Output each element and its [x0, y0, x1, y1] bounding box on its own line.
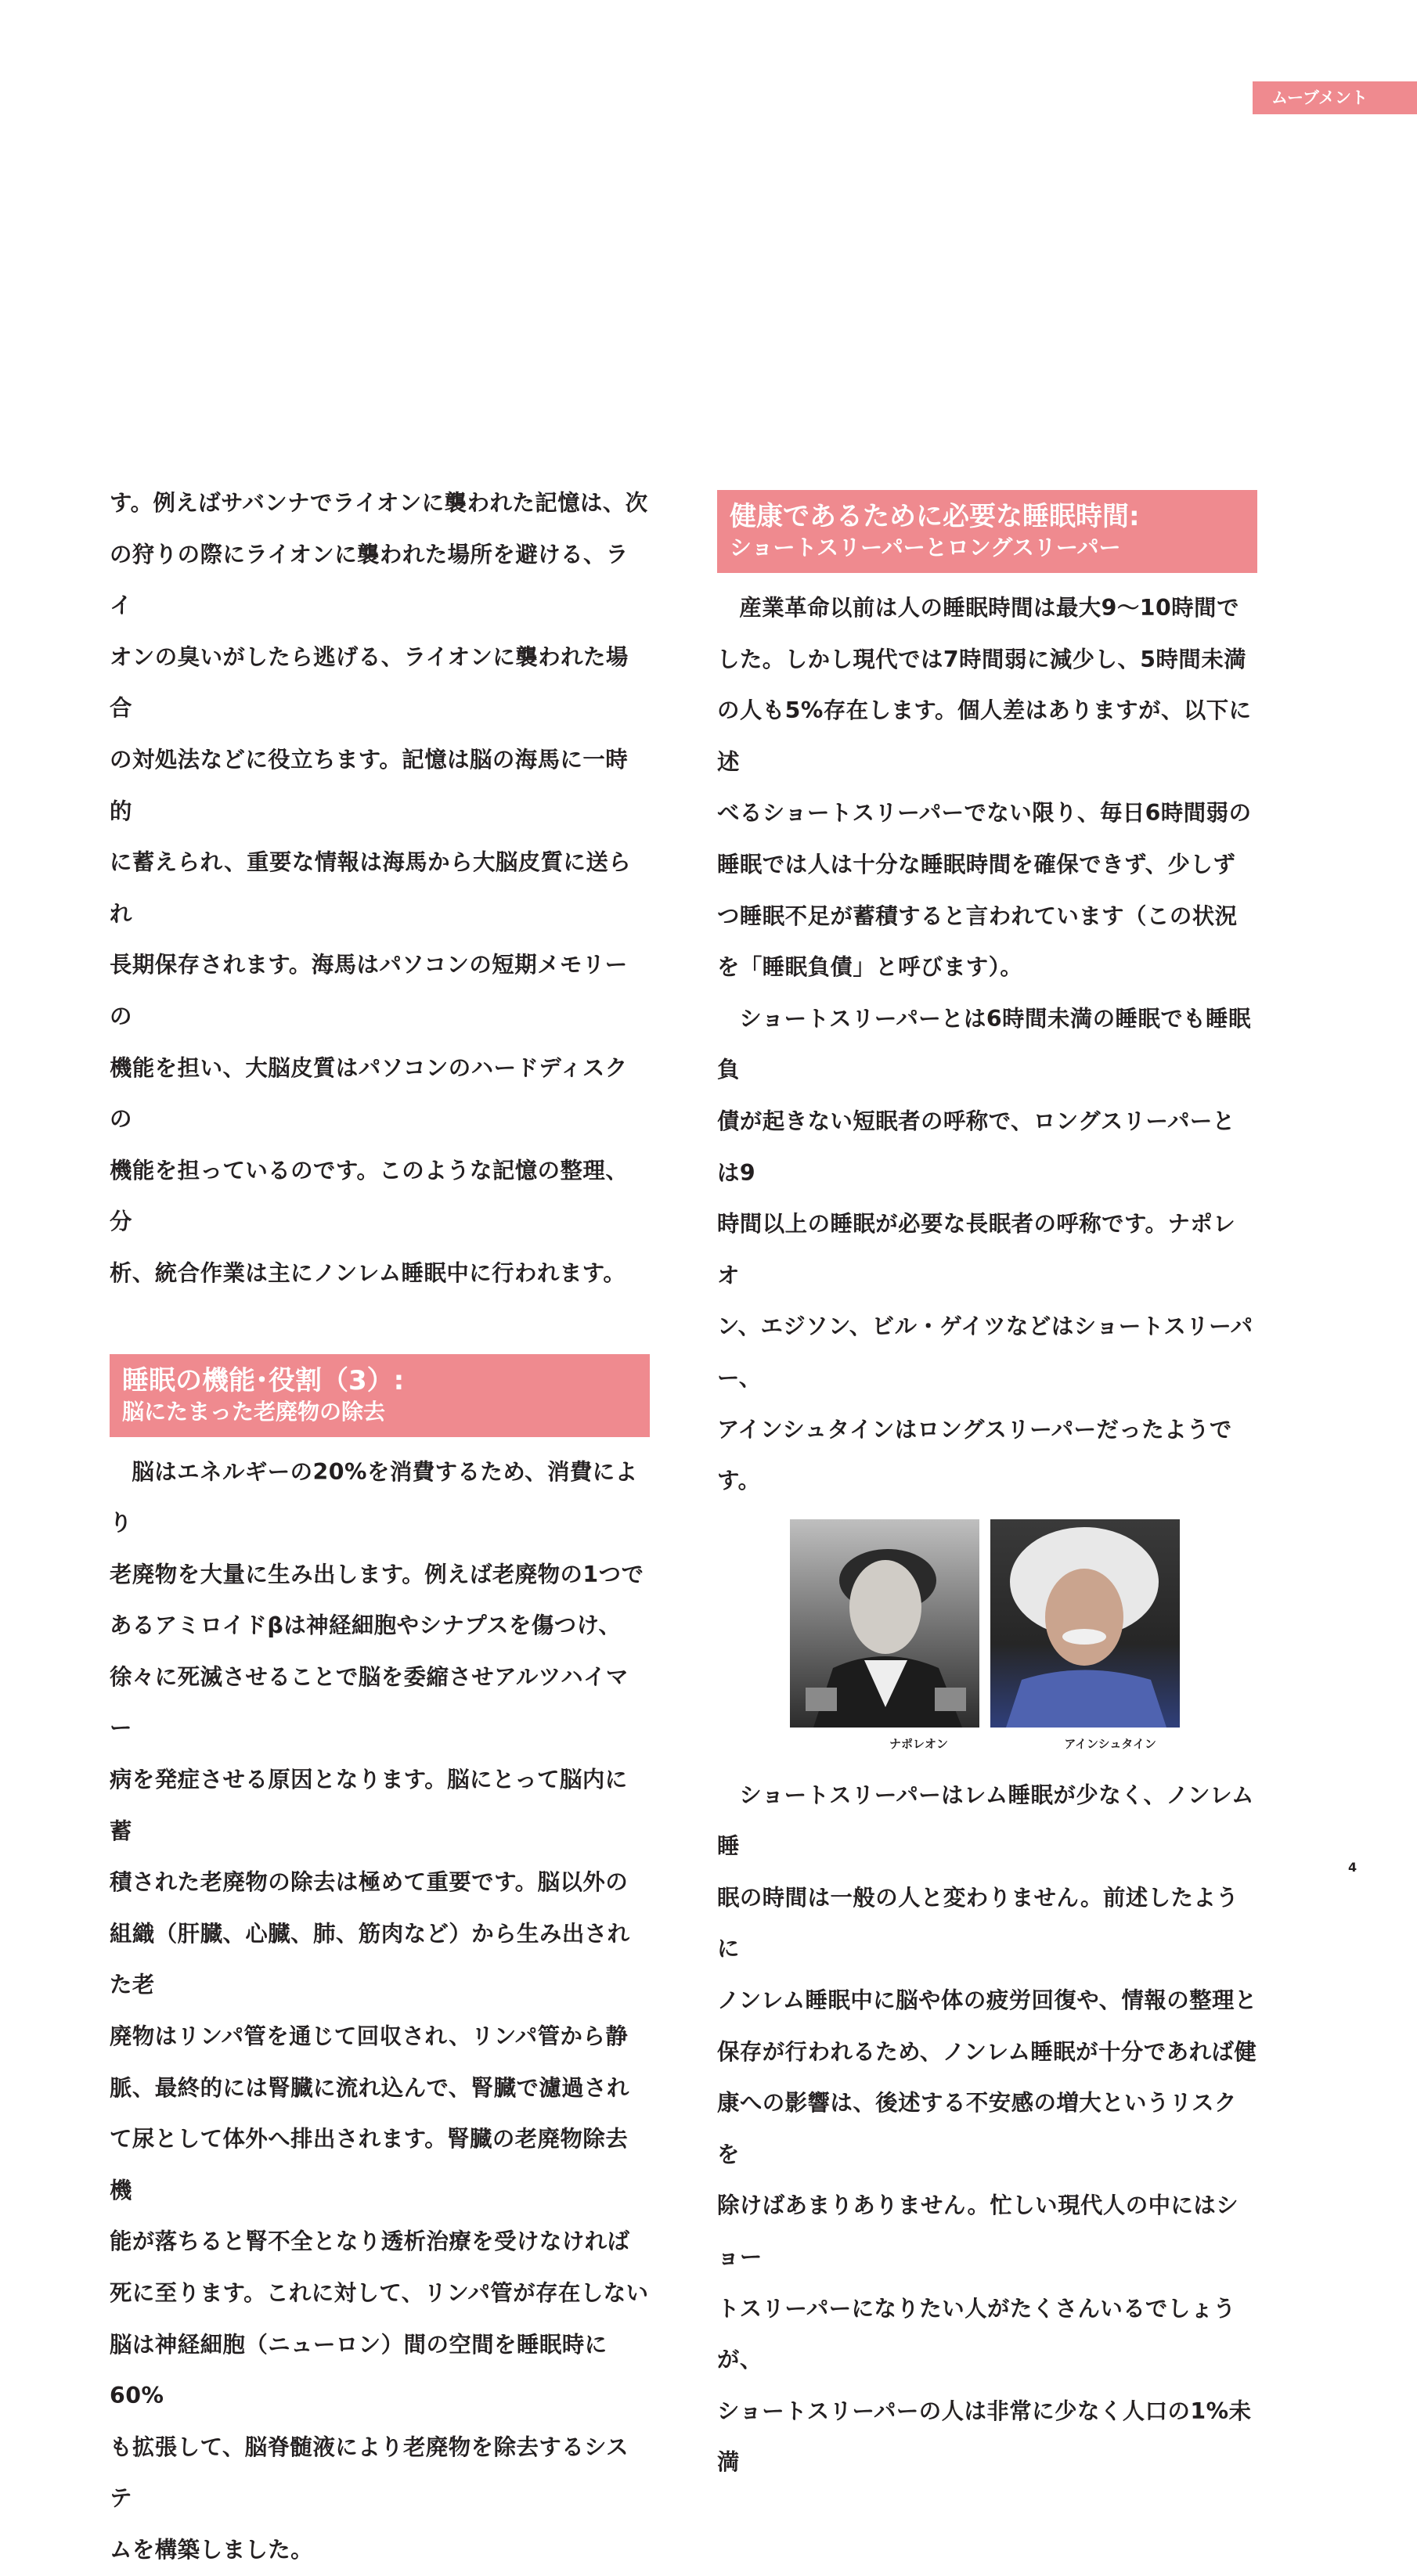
right-heading-title: 健康であるために必要な睡眠時間:: [730, 501, 1140, 532]
right-paragraph-1: 産業革命以前は人の睡眠時間は最大9〜10時間で した。しかし現代では7時間弱に減少し、5時間未満 の人も5%存在します。個人差はありますが、以下に述 べるショートスリーパーでない限り、毎日6時間弱の 睡眠では人は十分な睡眠時間を確保できず、少しず つ睡眠不足が蓄積すると言われています（この状況 を「睡眠負債」と呼びます）。: [717, 595, 1252, 981]
right-column: [717, 490, 1257, 2488]
right-paragraph-3: ショートスリーパーはレム睡眠が少なく、ノンレム睡 眠の時間は一般の人と変わりません。前述したように ノンレム睡眠中に脳や体の疲労回復や、情報の整理と 保存が行われるため、ノンレム睡眠が十分であれば健 康への影響は、後述する不安感の増大というリスクを 除けばあまりありません。忙しい現代人の中にはショー トスリーパーになりたい人がたくさんいるでしょうが、 ショートスリーパーの人は非常に少なく人口の1%未満: [717, 1782, 1257, 2476]
left-heading-subtitle: 脳にたまった老廃物の除去: [122, 1398, 386, 1425]
einstein-caption: アインシュタイン: [1064, 1736, 1156, 1751]
left-column: [110, 477, 650, 2576]
napoleon-caption: ナポレオン: [889, 1736, 948, 1751]
page-number: 4: [1348, 1860, 1358, 1875]
section-tab: ムーブメント: [1253, 81, 1417, 114]
portrait-photos: [790, 1519, 1174, 1754]
left-section-heading: [110, 1354, 650, 1437]
einstein-portrait: [990, 1519, 1180, 1728]
napoleon-portrait: [790, 1519, 979, 1728]
left-paragraph-1: す。例えばサバンナでライオンに襲われた記憶は、次 の狩りの際にライオンに襲われた場所を避ける、ライ オンの臭いがしたら逃げる、ライオンに襲われた場合 の対処法などに役立ちます。記憶は脳の海馬に一時的 に蓄えられ、重要な情報は海馬から大脳皮質に送られ 長期保存されます。海馬はパソコンの短期メモリーの 機能を担い、大脳皮質はパソコンのハードディスクの 機能を担っているのです。このような記憶の整理、分 析、統合作業は主にノンレム睡眠中に行われます。: [110, 490, 648, 1286]
left-paragraph-2: 脳はエネルギーの20%を消費するため、消費により 老廃物を大量に生み出します。例えば老廃物の1つで あるアミロイドβは神経細胞やシナプスを傷つけ、 徐々に死滅させることで脳を委縮させアルツハイマー 病を発症させる原因となります。脳にとって脳内に蓄 積された老廃物の除去は極めて重要です。脳以外の 組織（肝臓、心臓、肺、筋肉など）から生み出された老 廃物はリンパ管を通じて回収され、リンパ管から静 脈、最終的には腎臓に流れ込んで、腎臓で濾過され て尿として体外へ排出されます。腎臓の老廃物除去機 能が落ちると腎不全となり透析治療を受けなければ 死に至ります。これに対して、リンパ管が存在しない 脳は神経細胞（ニューロン）間の空間を睡眠時に60% も拡張して、脳脊髄液により老廃物を除去するシステ ムを構築しました。: [110, 1458, 649, 2563]
right-section-heading: [717, 490, 1257, 573]
right-paragraph-2: ショートスリーパーとは6時間未満の睡眠でも睡眠負 債が起きない短眠者の呼称で、ロングスリーパーとは9 時間以上の睡眠が必要な長眠者の呼称です。ナポレオ ン、エジソン、ビル・ゲイツなどはショートスリーパー、 アインシュタインはロングスリーパーだったようです。: [717, 1005, 1253, 1494]
left-heading-title: 睡眠の機能･役割（3）:: [122, 1364, 405, 1396]
right-heading-subtitle: ショートスリーパーとロングスリーパー: [730, 535, 1121, 560]
